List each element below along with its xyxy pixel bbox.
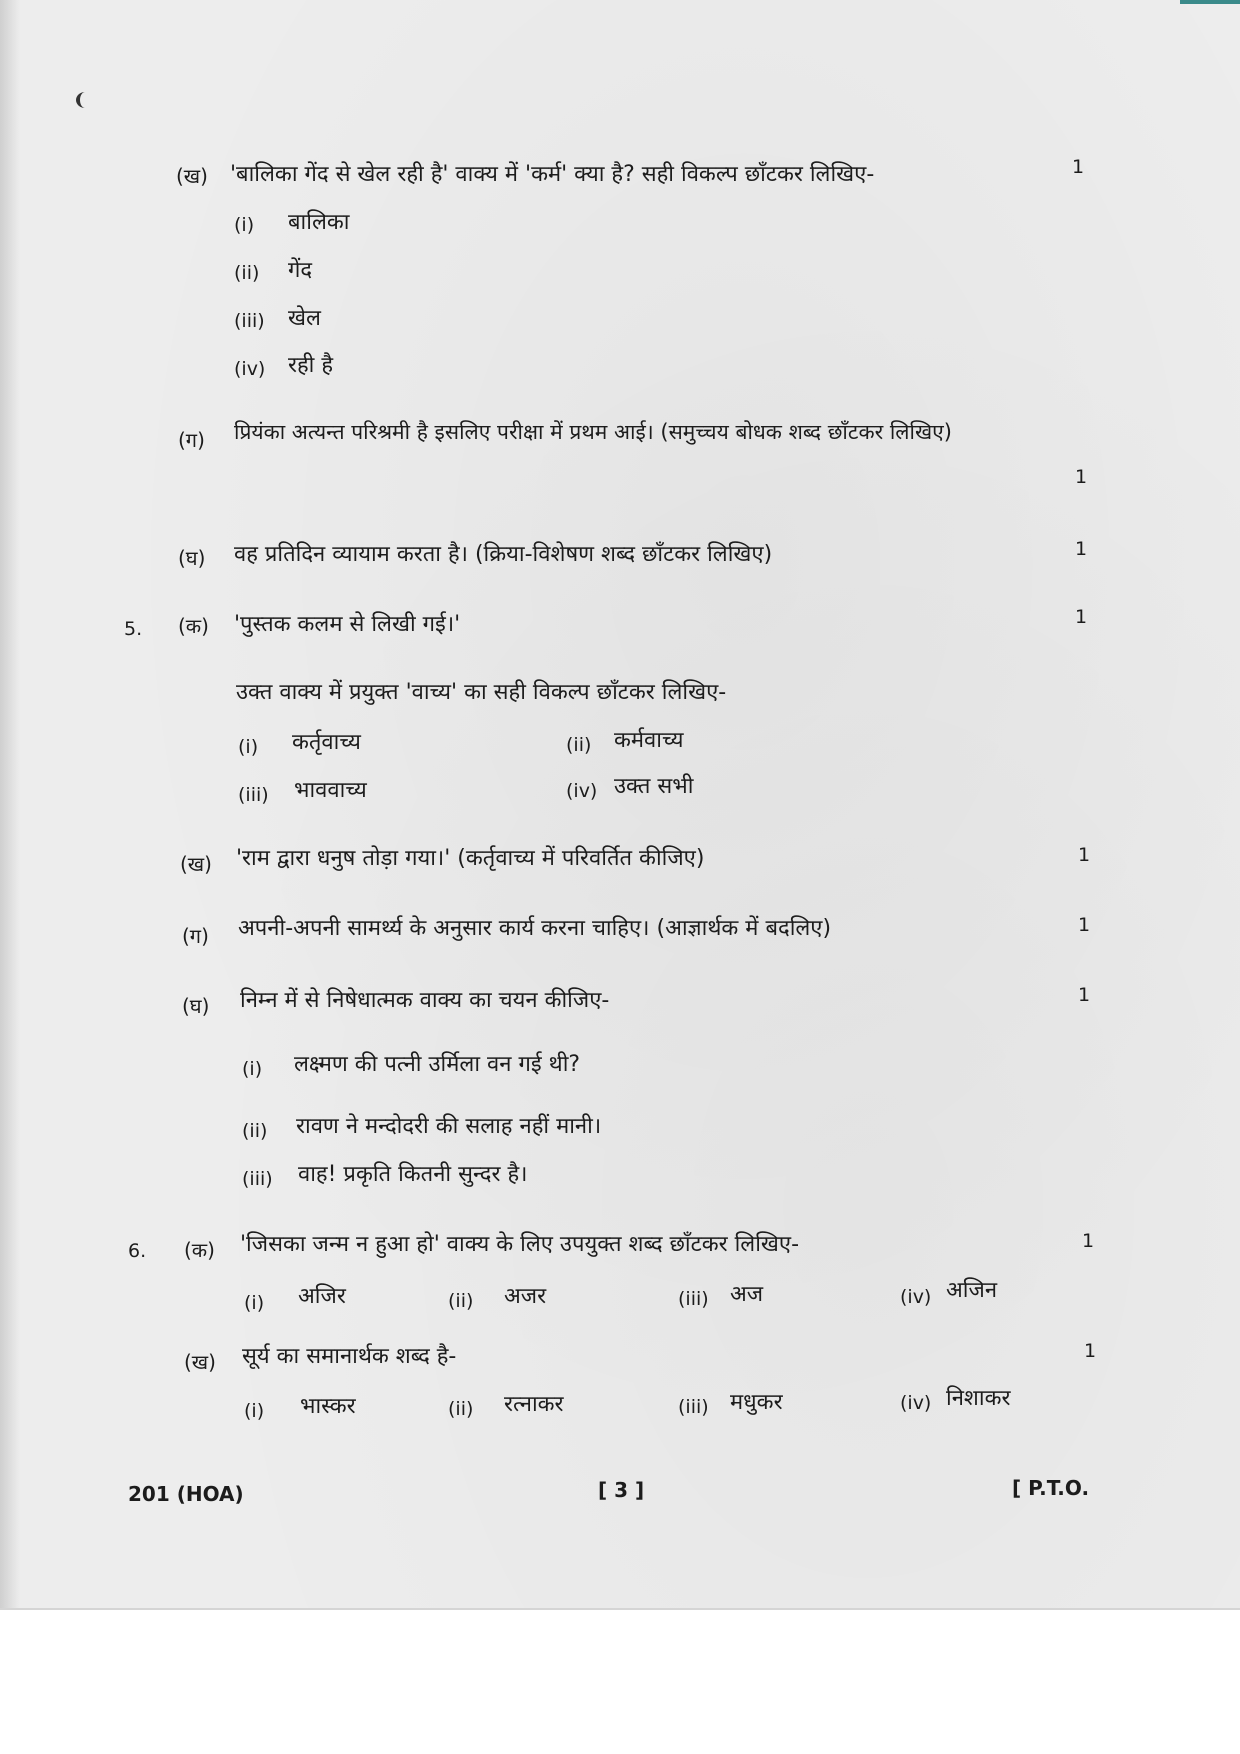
option-number: (iii): [234, 310, 265, 332]
option-number: (ii): [448, 1290, 474, 1312]
option-text: कर्तृवाच्य: [292, 730, 361, 755]
page-bottom-edge: [0, 1608, 1240, 1610]
option-text: गेंद: [288, 258, 313, 283]
q6-ka-text: 'जिसका जन्म न हुआ हो' वाक्य के लिए उपयुक्त शब्द छाँटकर लिखिए-: [240, 1232, 800, 1257]
option-number: (ii): [234, 262, 260, 284]
q6-ka-marks: 1: [1082, 1230, 1095, 1252]
q4-ga-text: प्रियंका अत्यन्त परिश्रमी है इसलिए परीक्षा में प्रथम आई। (समुच्चय बोधक शब्द छाँटकर लिखिए): [234, 420, 952, 444]
option-text: अजिन: [946, 1278, 998, 1303]
option-number: (i): [244, 1292, 265, 1314]
option-number: (ii): [448, 1398, 474, 1420]
page-left-shadow: [0, 0, 20, 1610]
option-number: (iv): [900, 1392, 932, 1414]
pto-note: [ P.T.O.: [1012, 1476, 1090, 1500]
option-number: (i): [238, 736, 259, 758]
paper-code: 201 (HOA): [128, 1482, 244, 1506]
q5-ga-label: (ग): [182, 924, 209, 948]
option-text: वाह! प्रकृति कितनी सुन्दर है।: [298, 1162, 528, 1187]
q6-number: 6.: [128, 1240, 147, 1262]
option-number: (ii): [242, 1120, 268, 1142]
option-text: रावण ने मन्दोदरी की सलाह नहीं मानी।: [296, 1114, 602, 1139]
q5-ka-instruction: उक्त वाक्य में प्रयुक्त 'वाच्य' का सही विकल्प छाँटकर लिखिए-: [236, 680, 727, 705]
q4-kha-marks: 1: [1072, 156, 1085, 178]
q6-kha-text: सूर्य का समानार्थक शब्द है-: [242, 1344, 457, 1369]
option-number: (iv): [566, 780, 598, 802]
option-text: भाववाच्य: [294, 778, 367, 803]
option-text: बालिका: [288, 210, 350, 235]
q4-gha-label: (घ): [178, 546, 206, 570]
option-text: रही है: [288, 353, 334, 378]
q5-ga-text: अपनी-अपनी सामर्थ्य के अनुसार कार्य करना चाहिए। (आज्ञार्थक में बदलिए): [238, 916, 832, 941]
option-number: (iii): [238, 784, 269, 806]
option-text: कर्मवाच्य: [614, 728, 684, 753]
scan-corner-mark: [1180, 0, 1240, 4]
q6-ka-label: (क): [184, 1238, 215, 1262]
option-number: (i): [234, 214, 255, 236]
option-number: (iv): [900, 1286, 932, 1308]
option-text: अजर: [504, 1284, 547, 1309]
option-number: (iii): [678, 1396, 709, 1418]
q5-kha-text: 'राम द्वारा धनुष तोड़ा गया।' (कर्तृवाच्य में परिवर्तित कीजिए): [236, 846, 705, 871]
page-number: [ 3 ]: [598, 1478, 645, 1502]
q5-ka-label: (क): [178, 614, 209, 638]
option-number: (i): [242, 1058, 263, 1080]
q4-kha-text: 'बालिका गेंद से खेल रही है' वाक्य में 'कर्म' क्या है? सही विकल्प छाँटकर लिखिए-: [230, 162, 875, 187]
option-number: (ii): [566, 734, 592, 756]
option-text: रत्नाकर: [504, 1392, 564, 1417]
option-number: (i): [244, 1400, 265, 1422]
q5-ka-marks: 1: [1075, 606, 1088, 628]
q5-gha-marks: 1: [1078, 984, 1091, 1006]
q4-ga-marks: 1: [1075, 466, 1088, 488]
q5-ga-marks: 1: [1078, 914, 1091, 936]
q4-kha-label: (ख): [176, 164, 208, 188]
option-number: (iii): [678, 1288, 709, 1310]
option-text: अज: [730, 1282, 764, 1307]
option-text: भास्कर: [300, 1394, 356, 1419]
q6-kha-label: (ख): [184, 1350, 216, 1374]
option-text: निशाकर: [946, 1386, 1011, 1411]
q4-gha-text: वह प्रतिदिन व्यायाम करता है। (क्रिया-विशेषण शब्द छाँटकर लिखिए): [234, 542, 773, 567]
q5-gha-label: (घ): [182, 994, 210, 1018]
option-text: खेल: [288, 306, 321, 331]
option-number: (iv): [234, 358, 266, 380]
q6-kha-marks: 1: [1084, 1340, 1097, 1362]
q4-gha-marks: 1: [1075, 538, 1088, 560]
q5-gha-text: निम्न में से निषेधात्मक वाक्य का चयन कीजिए-: [240, 988, 610, 1013]
option-number: (iii): [242, 1168, 273, 1190]
option-text: उक्त सभी: [614, 774, 694, 799]
q5-number: 5.: [124, 618, 143, 640]
q5-kha-marks: 1: [1078, 844, 1091, 866]
q4-ga-label: (ग): [178, 428, 205, 452]
option-text: अजिर: [298, 1284, 346, 1309]
q5-ka-text: 'पुस्तक कलम से लिखी गई।': [234, 612, 461, 637]
binding-hole-mark: [76, 92, 94, 108]
option-text: लक्ष्मण की पत्नी उर्मिला वन गई थी?: [294, 1052, 581, 1077]
option-text: मधुकर: [730, 1390, 783, 1415]
q5-kha-label: (ख): [180, 852, 212, 876]
